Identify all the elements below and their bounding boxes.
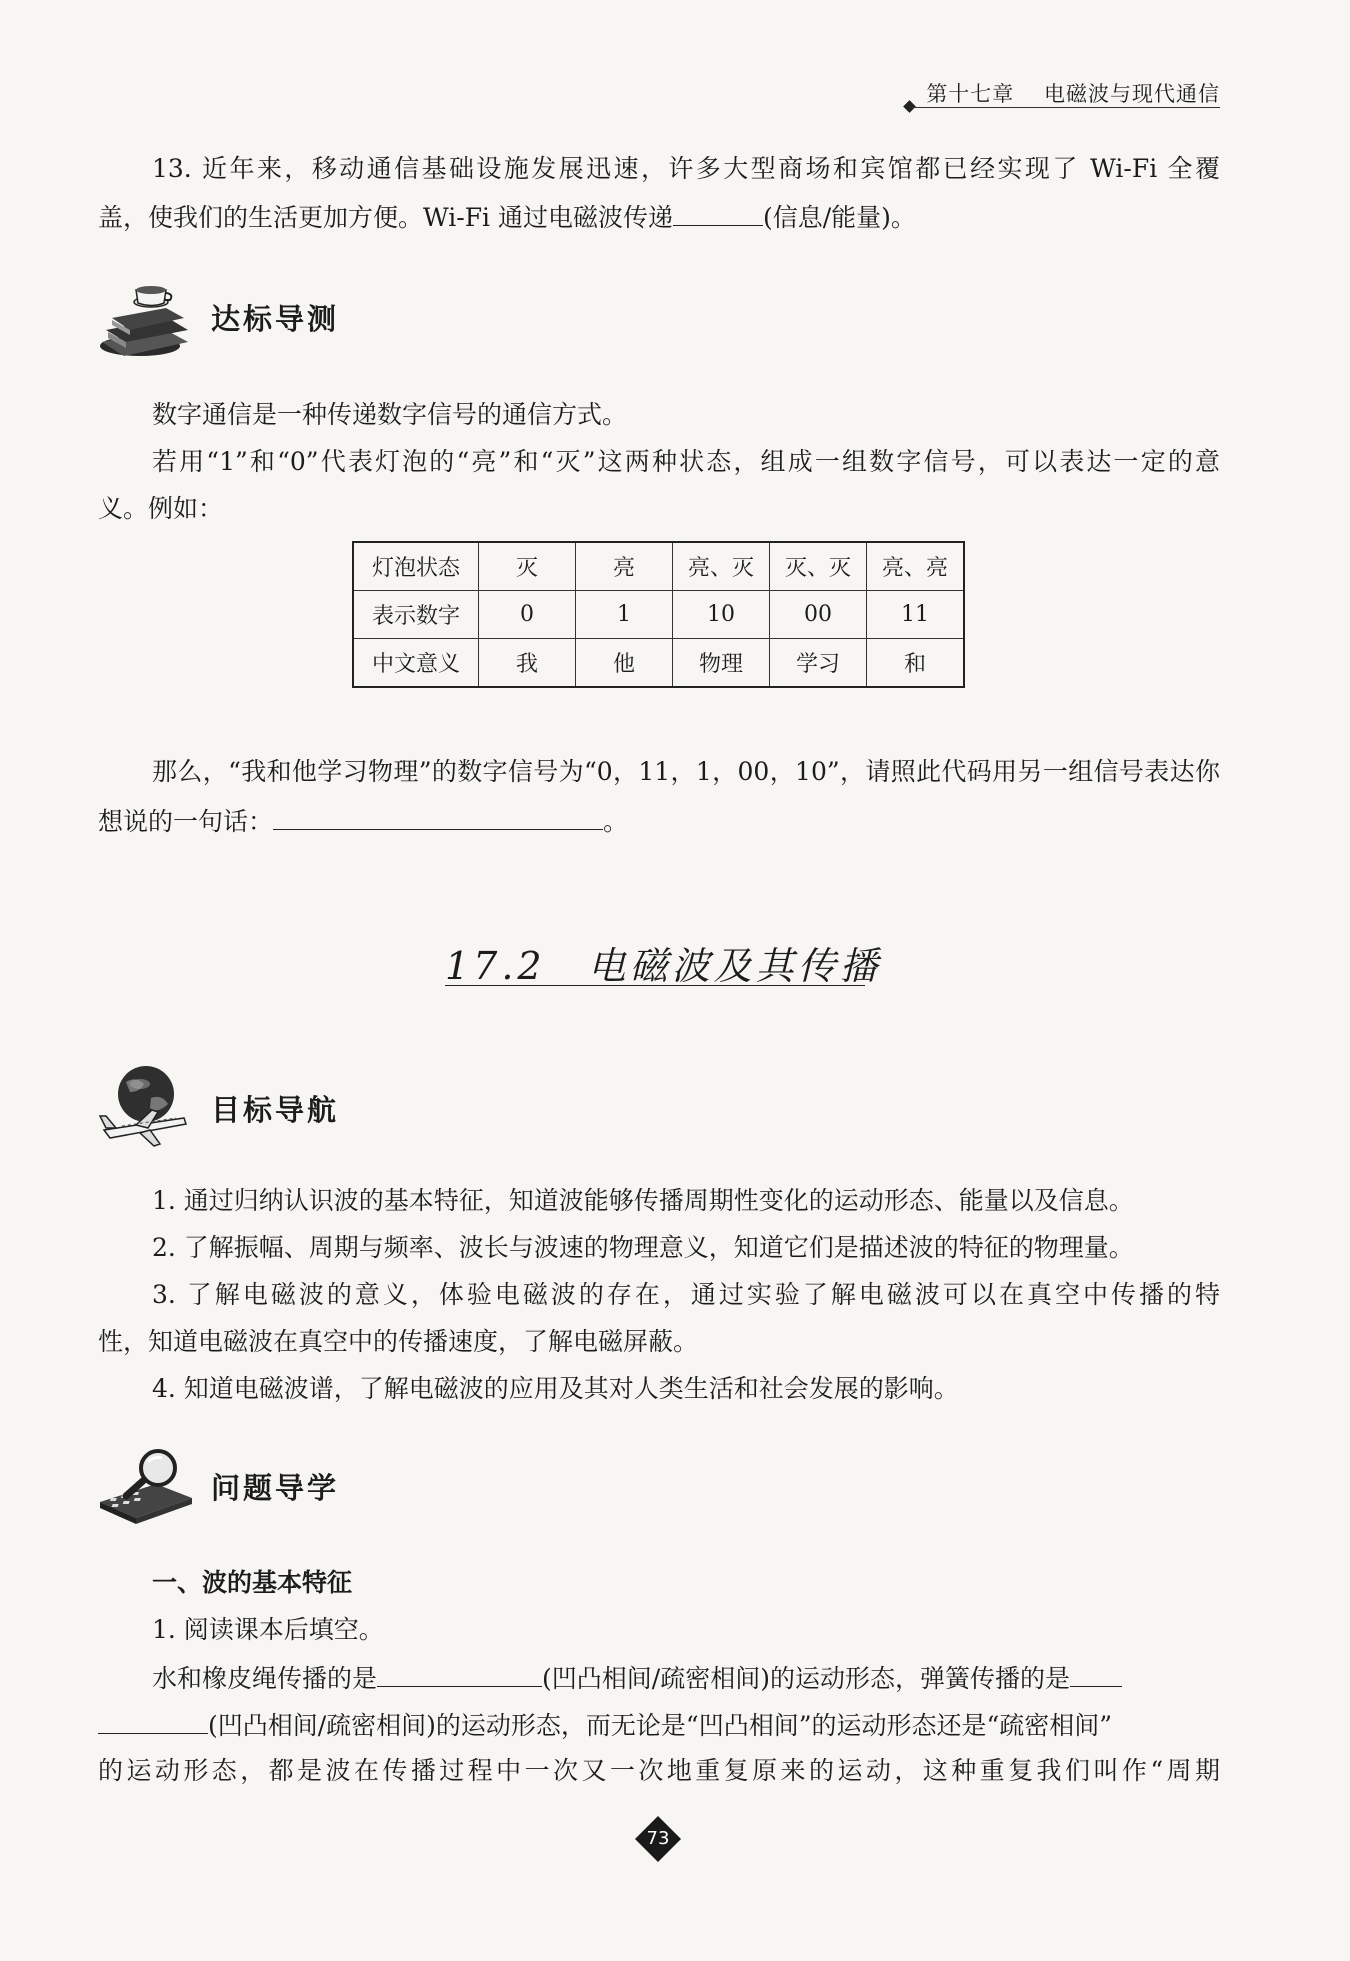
- followup-line2-pre: 想说的一句话：: [98, 807, 274, 836]
- table-cell: 11: [867, 591, 965, 639]
- chapter-number: 17.2: [445, 944, 546, 988]
- table-row-header: 中文意义: [353, 639, 479, 688]
- section-mubiao-title: 目标导航: [211, 1093, 340, 1127]
- table-row-header: 灯泡状态: [353, 542, 479, 591]
- mubiao-item-3-line1: 3. 了解电磁波的意义，体验电磁波的存在，通过实验了解电磁波可以在真空中传播的特: [152, 1280, 1220, 1309]
- table-cell: 他: [576, 639, 673, 688]
- header-rule: [912, 107, 1220, 108]
- table-cell: 亮、灭: [673, 542, 770, 591]
- magnifier-calculator-icon: [96, 1440, 196, 1540]
- wenti-item-1: 1. 阅读课本后填空。: [152, 1615, 384, 1644]
- wenti-p-line2-post: (凹凸相间/疏密相间)的运动形态，而无论是“凹凸相间”的运动形态还是“疏密相间”: [208, 1711, 1113, 1740]
- q13-line2: [98, 199, 1220, 235]
- table-cell: 和: [867, 639, 965, 688]
- running-header: [926, 78, 1220, 108]
- table-cell: 10: [673, 591, 770, 639]
- dabiao-p2-line2: 义。例如：: [98, 494, 224, 523]
- mubiao-item-4: 4. 知道电磁波谱，了解电磁波的应用及其对人类生活和社会发展的影响。: [152, 1374, 959, 1403]
- wenti-blank-2b[interactable]: [98, 1707, 208, 1734]
- followup-line1: 那么，“我和他学习物理”的数字信号为“0，11，1，00，10”，请照此代码用另一组信号表达你: [152, 757, 1220, 786]
- table-cell: 亮、亮: [867, 542, 965, 591]
- chapter-heading-title: 电磁波及其传播: [587, 944, 882, 988]
- followup-answer-blank[interactable]: [273, 803, 603, 830]
- table-row: [353, 542, 964, 591]
- chapter-heading: [445, 935, 882, 990]
- chapter-heading-rule: [445, 985, 865, 986]
- page-number: 73: [646, 1828, 670, 1849]
- table-cell: 我: [479, 639, 576, 688]
- header-chapter-title: 电磁波与现代通信: [1044, 82, 1220, 106]
- wenti-p-line1-pre: 水和橡皮绳传播的是: [152, 1664, 378, 1693]
- table-cell: 学习: [770, 639, 867, 688]
- header-chapter: 第十七章: [926, 82, 1015, 106]
- followup-line2: [98, 803, 1220, 839]
- section-dabiao-title: 达标导测: [211, 302, 340, 336]
- wenti-p-line1: [152, 1660, 1220, 1696]
- q13-answer-blank[interactable]: [673, 199, 763, 226]
- mubiao-item-1: 1. 通过归纳认识波的基本特征，知道波能够传播周期性变化的运动形态、能量以及信息。: [152, 1186, 1134, 1215]
- wenti-blank-1[interactable]: [377, 1660, 542, 1687]
- table-cell: 00: [770, 591, 867, 639]
- dabiao-p1: 数字通信是一种传递数字信号的通信方式。: [152, 400, 628, 429]
- dabiao-p2-line1: 若用“1”和“0”代表灯泡的“亮”和“灭”这两种状态，组成一组数字信号，可以表达一定的意: [152, 447, 1220, 476]
- mubiao-item-2: 2. 了解振幅、周期与频率、波长与波速的物理意义，知道它们是描述波的特征的物理量。: [152, 1233, 1134, 1262]
- wenti-p-line1-mid: (凹凸相间/疏密相间)的运动形态，弹簧传播的是: [542, 1664, 1070, 1693]
- table-cell: 灭: [479, 542, 576, 591]
- section-dabiao-heading: [96, 272, 496, 372]
- table-cell: 亮: [576, 542, 673, 591]
- mubiao-item-3-line2: 性，知道电磁波在真空中的传播速度，了解电磁屏蔽。: [98, 1327, 699, 1356]
- q13-line2-pre: 盖，使我们的生活更加方便。Wi-Fi 通过电磁波传递: [98, 203, 673, 232]
- q13-line1: 13. 近年来，移动通信基础设施发展迅速，许多大型商场和宾馆都已经实现了 Wi-Fi 全覆: [152, 154, 1220, 183]
- table-row: [353, 591, 964, 639]
- q13-line2-post: (信息/能量)。: [763, 203, 916, 232]
- wenti-blank-2a[interactable]: [1070, 1660, 1122, 1687]
- signal-table: [352, 541, 965, 688]
- wenti-p-line2: [98, 1707, 1220, 1743]
- followup-line2-post: 。: [603, 807, 629, 836]
- table-cell: 物理: [673, 639, 770, 688]
- table-cell: 1: [576, 591, 673, 639]
- table-row: [353, 639, 964, 688]
- globe-airplane-icon: [96, 1058, 196, 1158]
- table-cell: 0: [479, 591, 576, 639]
- section-wenti-title: 问题导学: [211, 1471, 340, 1505]
- page-number-badge: [636, 1817, 680, 1861]
- table-row-header: 表示数字: [353, 591, 479, 639]
- section-wenti-heading: [96, 1440, 496, 1540]
- books-coffee-icon: [96, 272, 196, 372]
- wenti-subheading: 一、波的基本特征: [152, 1568, 353, 1597]
- wenti-p-line3: 的运动形态，都是波在传播过程中一次又一次地重复原来的运动，这种重复我们叫作“周期: [98, 1756, 1220, 1785]
- table-cell: 灭、灭: [770, 542, 867, 591]
- section-mubiao-heading: [96, 1058, 496, 1158]
